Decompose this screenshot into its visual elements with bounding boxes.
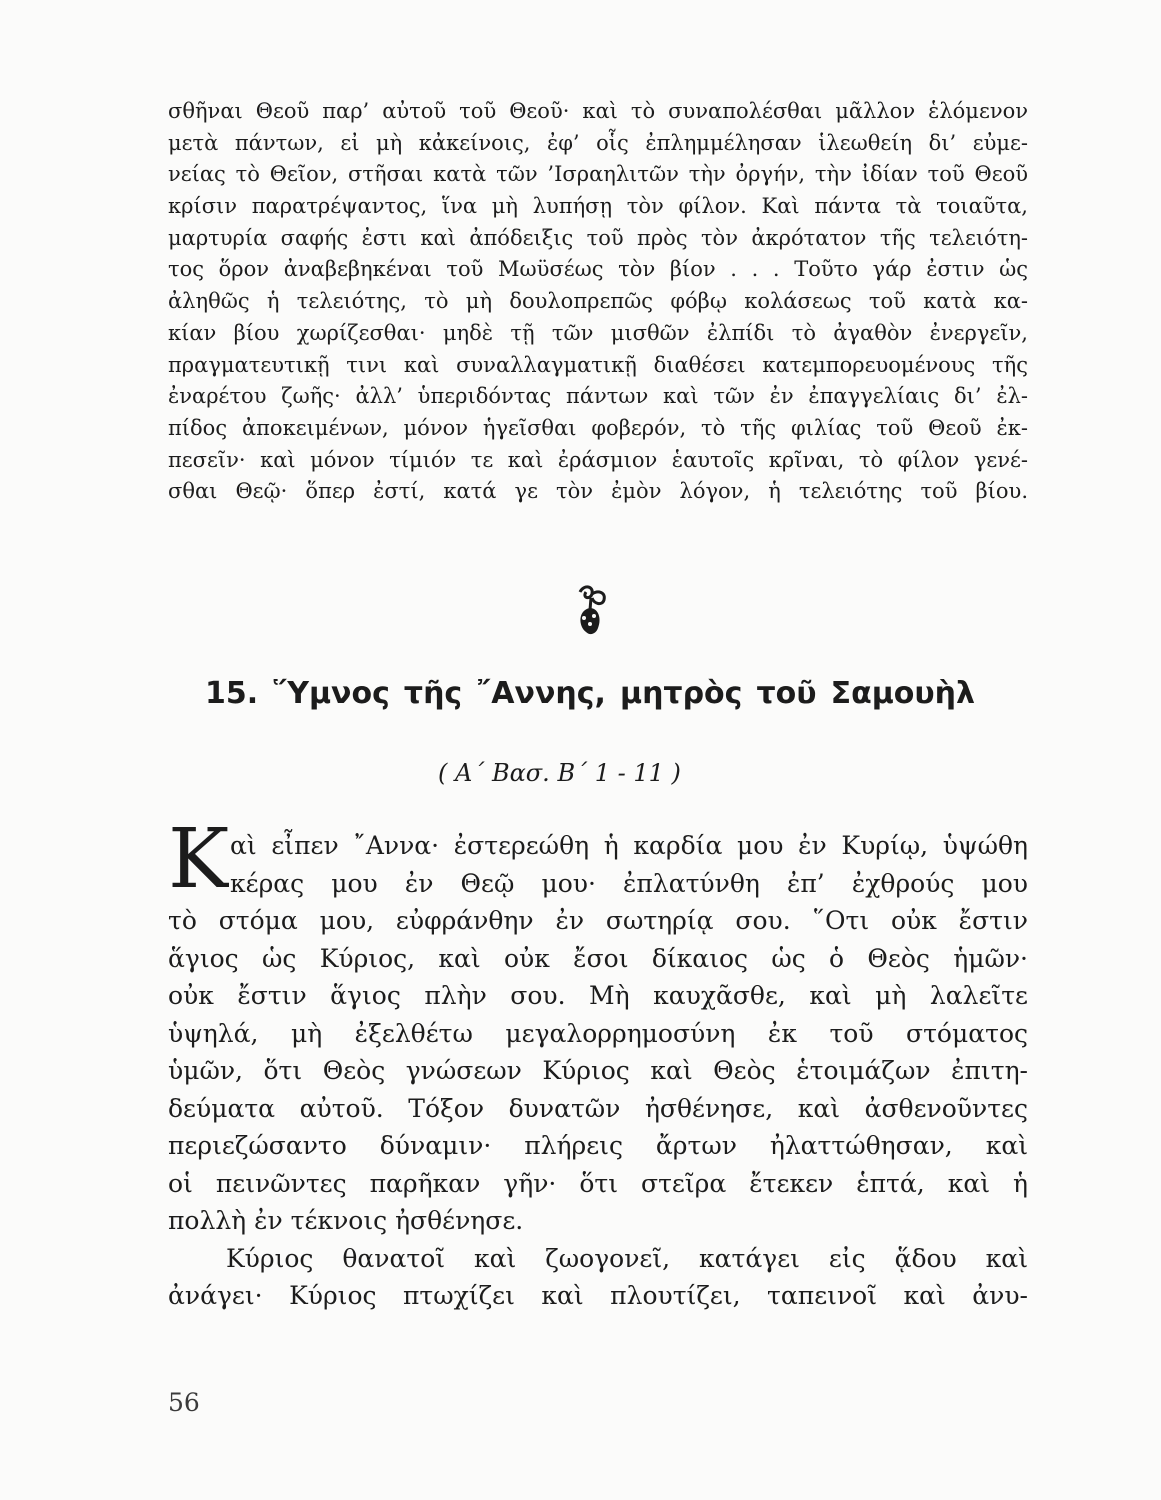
text-line: τὸ στόμα μου, εὐφράνθην ἐν σωτηρίᾳ σου. ῞Οτι οὐκ ἔστιν — [168, 906, 1028, 935]
text-line: πολλὴ ἐν τέκνοις ἠσθένησε. — [168, 1206, 524, 1235]
text-line: ἀνάγει· Κύριος πτωχίζει καὶ πλουτίζει, ταπεινοῖ καὶ ἀνυ- — [168, 1281, 1028, 1310]
text-line: οἱ πεινῶντες παρῆκαν γῆν· ὅτι στεῖρα ἔτεκεν ἑπτά, καὶ ἡ — [168, 1168, 1028, 1198]
text-line: αὶ εἶπεν ῎Αννα· ἐστερεώθη ἡ καρδία μου ἐν Κυρίῳ, ὑψώθη — [230, 831, 1028, 860]
text-line: ἐναρέτου ζωῆς· ἀλλ’ ὑπεριδόντας πάντων καὶ τῶν ἐν ἐπαγγελίαις δι’ ἐλ- — [168, 384, 1028, 409]
section-heading: 15. ῞Υμνος τῆς ῎Αννης, μητρὸς τοῦ Σαμουὴλ — [205, 676, 975, 711]
text-line: κέρας μου ἐν Θεῷ μου· ἐπλατύνθη ἐπ’ ἐχθρούς μου — [230, 868, 1028, 898]
text-line: σθαι Θεῷ· ὅπερ ἐστί, κατά γε τὸν ἐμὸν λόγον, ἡ τελειότης τοῦ βίου. — [168, 479, 1028, 504]
page-number: 56 — [168, 1388, 200, 1417]
text-line: πίδος ἀποκειμένων, μόνον ἡγεῖσθαι φοβερόν, τὸ τῆς φιλίας τοῦ Θεοῦ ἐκ- — [168, 415, 1028, 440]
text-line: σθῆναι Θεοῦ παρ’ αὐτοῦ τοῦ Θεοῦ· καὶ τὸ συναπολέσθαι μᾶλλον ἑλόμενον — [168, 99, 1028, 123]
text-line: πεσεῖν· καὶ μόνον τίμιόν τε καὶ ἐράσμιον ἑαυτοῖς κρῖναι, τὸ φίλον γενέ- — [168, 447, 1028, 472]
text-line: μετὰ πάντων, εἰ μὴ κἀκείνοις, ἐφ’ οἷς ἐπλημμέλησαν ἱλεωθείη δι’ εὐμε- — [168, 130, 1028, 155]
text-line: νείας τὸ Θεῖον, στῆσαι κατὰ τῶν ’Ισραηλιτῶν τὴν ὀργήν, τὴν ἰδίαν τοῦ Θεοῦ — [168, 162, 1028, 187]
text-line: τος ὅρον ἀναβεβηκέναι τοῦ Μωϋσέως τὸν βίον . . . Τοῦτο γάρ ἐστιν ὡς — [168, 257, 1028, 282]
text-line: δεύματα αὐτοῦ. Τόξον δυνατῶν ἠσθένησε, καὶ ἀσθενοῦντες — [168, 1093, 1028, 1123]
text-line: περιεζώσαντο δύναμιν· πλήρεις ἄρτων ἠλαττώθησαν, καὶ — [168, 1131, 1028, 1160]
text-line: ἀληθῶς ἡ τελειότης, τὸ μὴ δουλοπρεπῶς φόβῳ κολάσεως τοῦ κατὰ κα- — [168, 289, 1028, 314]
hymn-paragraph — [168, 827, 1028, 1315]
drop-cap: Κ — [168, 822, 230, 898]
text-line: ἅγιος ὡς Κύριος, καὶ οὐκ ἔσοι δίκαιος ὡς ὁ Θεὸς ἡμῶν· — [168, 943, 1028, 973]
text-line: Κύριος θανατοῖ καὶ ζωογονεῖ, κατάγει εἰς ᾅδου καὶ — [226, 1243, 1028, 1273]
text-line: κρίσιν παρατρέψαντος, ἵνα μὴ λυπήσῃ τὸν φίλον. Καὶ πάντα τὰ τοιαῦτα, — [168, 194, 1028, 219]
vine-ornament-icon — [570, 582, 612, 642]
text-line: ὑψηλά, μὴ ἐξελθέτω μεγαλορρημοσύνη ἐκ τοῦ στόματος — [168, 1018, 1028, 1048]
text-line: μαρτυρία σαφής ἐστι καὶ ἀπόδειξις τοῦ πρὸς τὸν ἀκρότατον τῆς τελειότη- — [168, 225, 1028, 250]
text-line: πραγματευτικῇ τινι καὶ συναλλαγματικῇ διαθέσει κατεμπορευομένους τῆς — [168, 352, 1028, 377]
text-line: ὑμῶν, ὅτι Θεὸς γνώσεων Κύριος καὶ Θεὸς ἑτοιμάζων ἐπιτη- — [168, 1056, 1028, 1085]
top-paragraph — [168, 96, 1028, 508]
section-reference: ( Α΄ Βασ. Β΄ 1 - 11 ) — [438, 759, 681, 787]
text-line: οὐκ ἔστιν ἅγιος πλὴν σου. Μὴ καυχᾶσθε, καὶ μὴ λαλεῖτε — [168, 981, 1028, 1010]
text-line: κίαν βίου χωρίζεσθαι· μηδὲ τῇ τῶν μισθῶν ἐλπίδι τὸ ἀγαθὸν ἐνεργεῖν, — [168, 320, 1028, 345]
